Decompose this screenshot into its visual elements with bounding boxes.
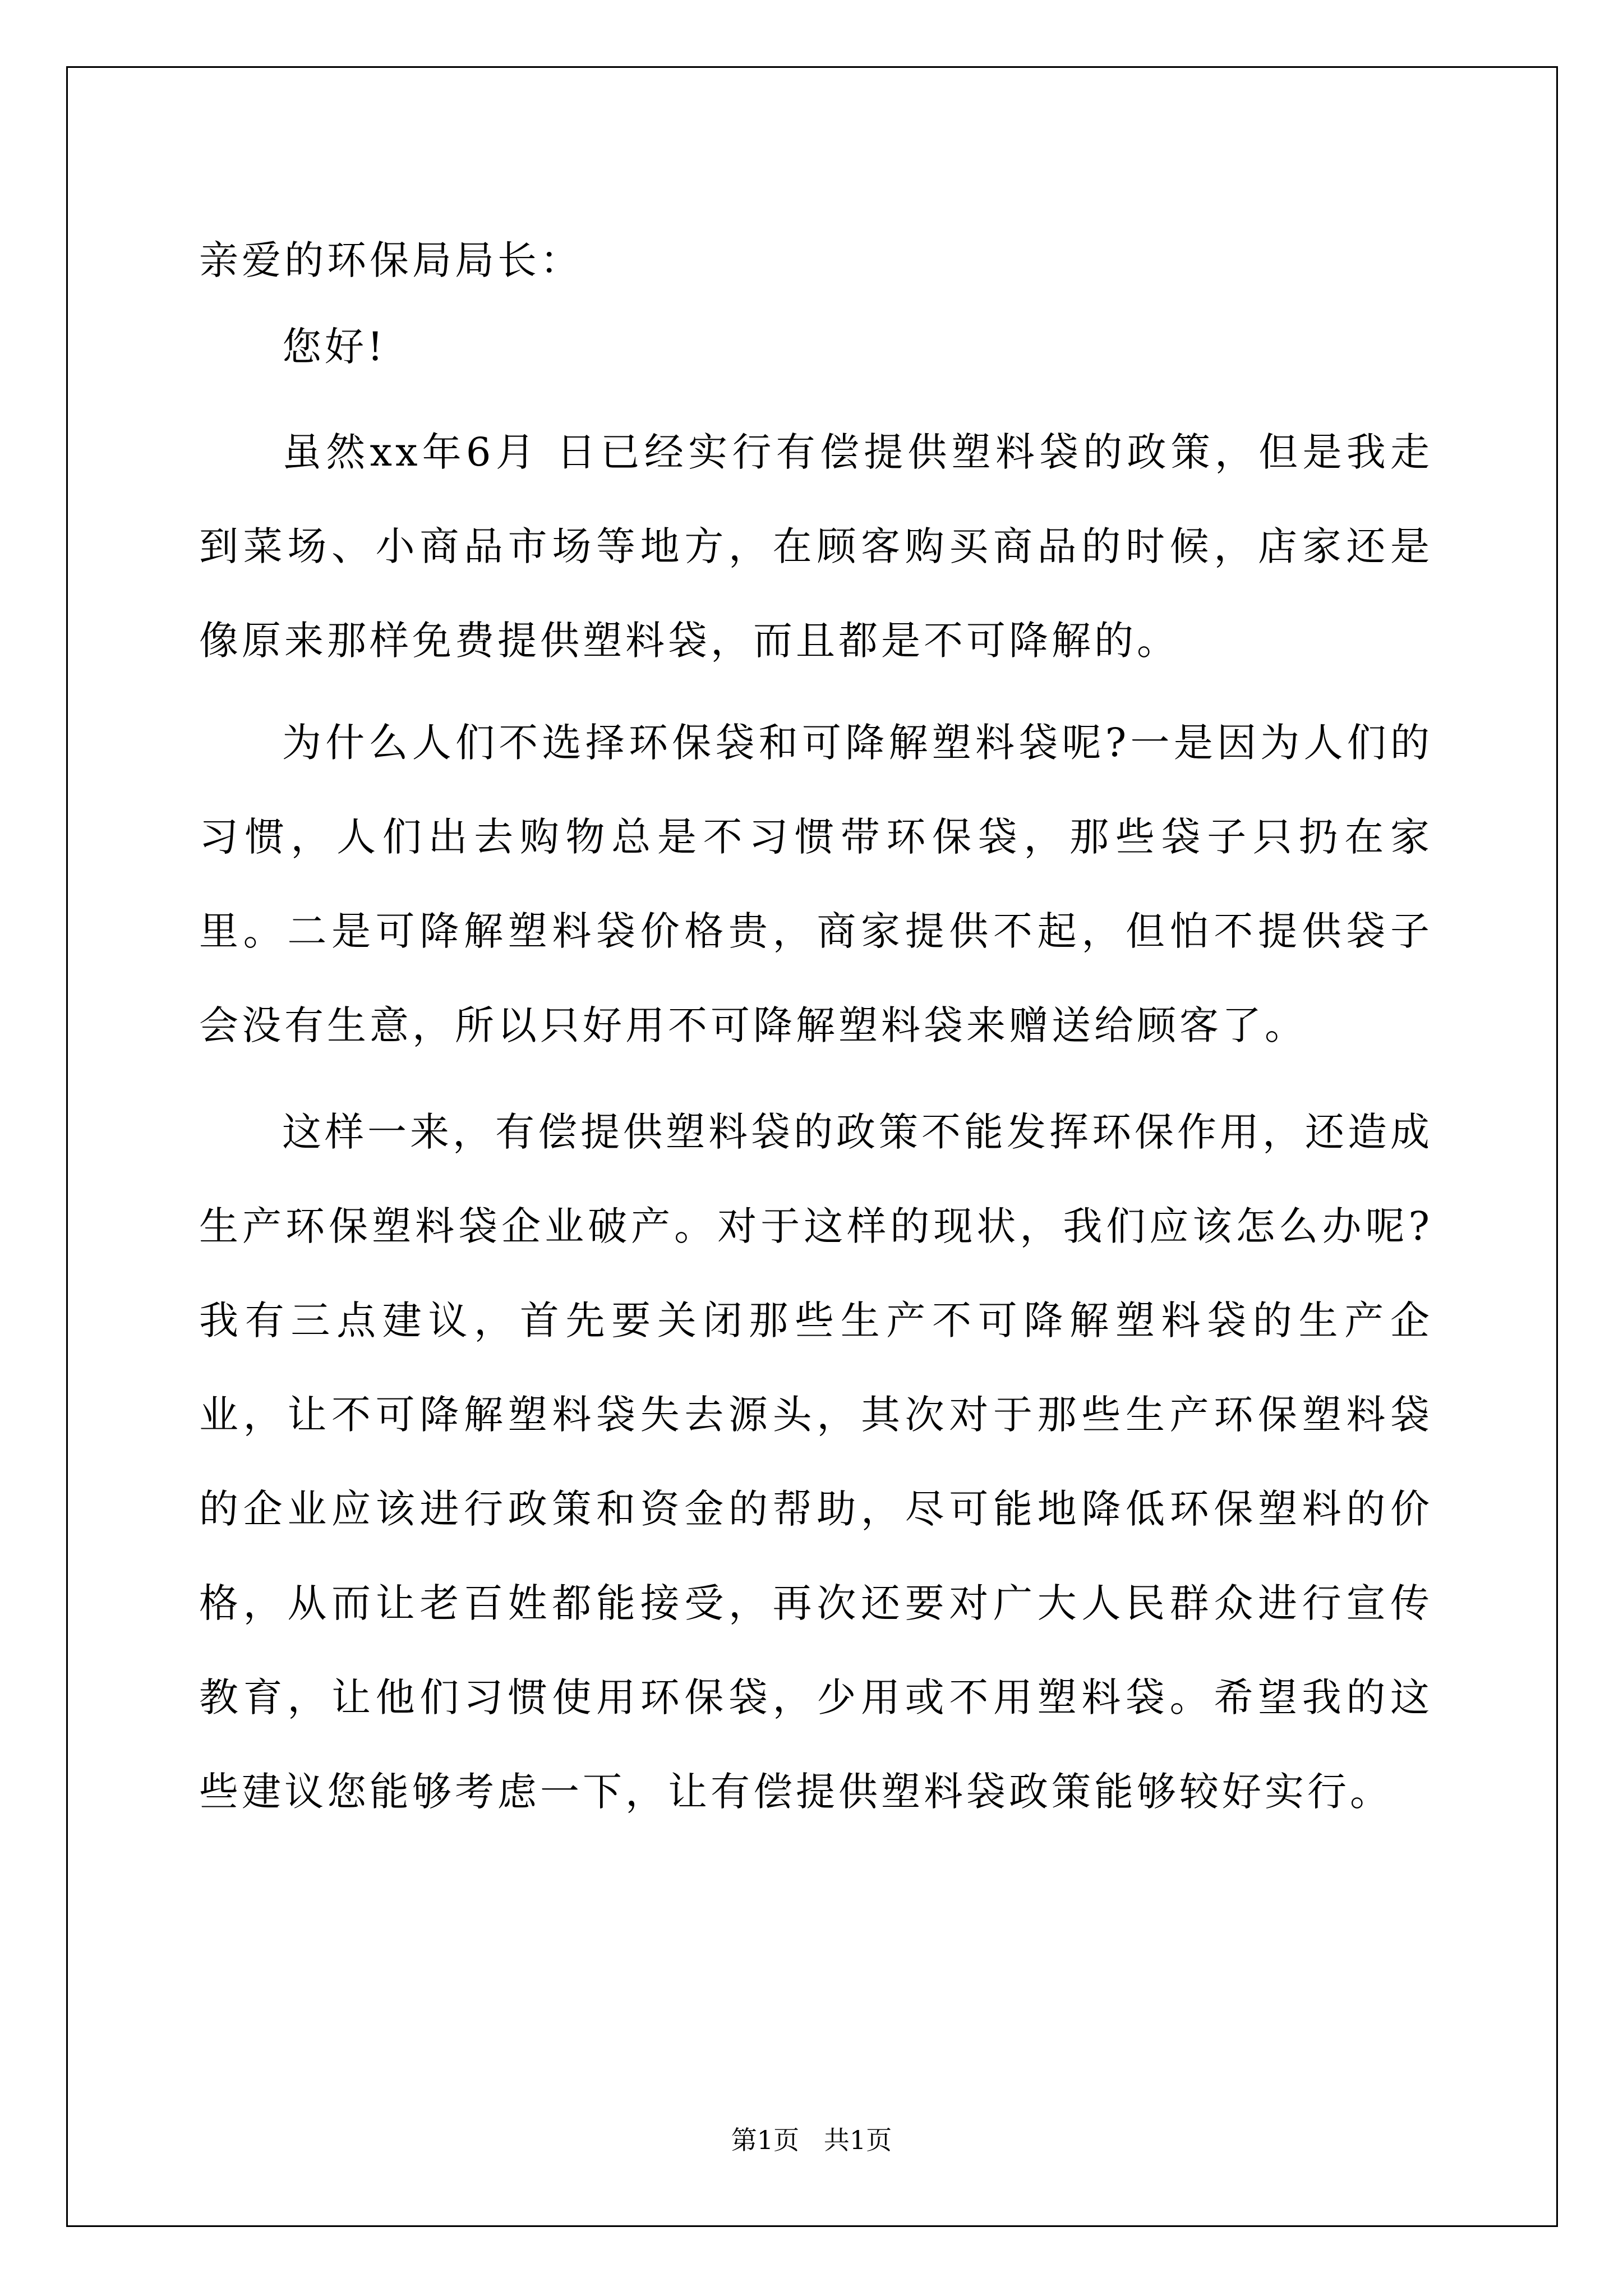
salutation: 亲爱的环保局局长： (199, 237, 583, 283)
page-footer: 第1页 共1页 (731, 2125, 892, 2155)
paragraph-3: 这样一来，有偿提供塑料袋的政策不能发挥环保作用，还造成生产环保塑料袋企业破产。对于这样的现状，我们应该怎么办呢?我有三点建议，首先要关闭那些生产不可降解塑料袋的生产企业，让不可降解塑料袋失去源头，其次对于那些生产环保塑料袋的企业应该进行政策和资金的帮助，尽可能地降低环保塑料的价格，从而让老百姓都能接受，再次还要对广大人民群众进行宣传教育，让他们习惯使用环保袋，少用或不用塑料袋。希望我的这些建议您能够考虑一下，让有偿提供塑料袋政策能够较好实行。 (199, 1109, 1433, 1815)
paragraph-1: 虽然xx年6月 日已经实行有偿提供塑料袋的政策，但是我走到菜场、小商品市场等地方，在顾客购买商品的时候，店家还是像原来那样免费提供塑料袋，而且都是不可降解的。 (199, 429, 1433, 664)
paragraph-2: 为什么人们不选择环保袋和可降解塑料袋呢?一是因为人们的习惯，人们出去购物总是不习惯带环保袋，那些袋子只扔在家里。二是可降解塑料袋价格贵，商家提供不起，但怕不提供袋子会没有生意，所以只好用不可降解塑料袋来赠送给顾客了。 (199, 720, 1433, 1048)
greeting: 您好! (282, 324, 387, 370)
